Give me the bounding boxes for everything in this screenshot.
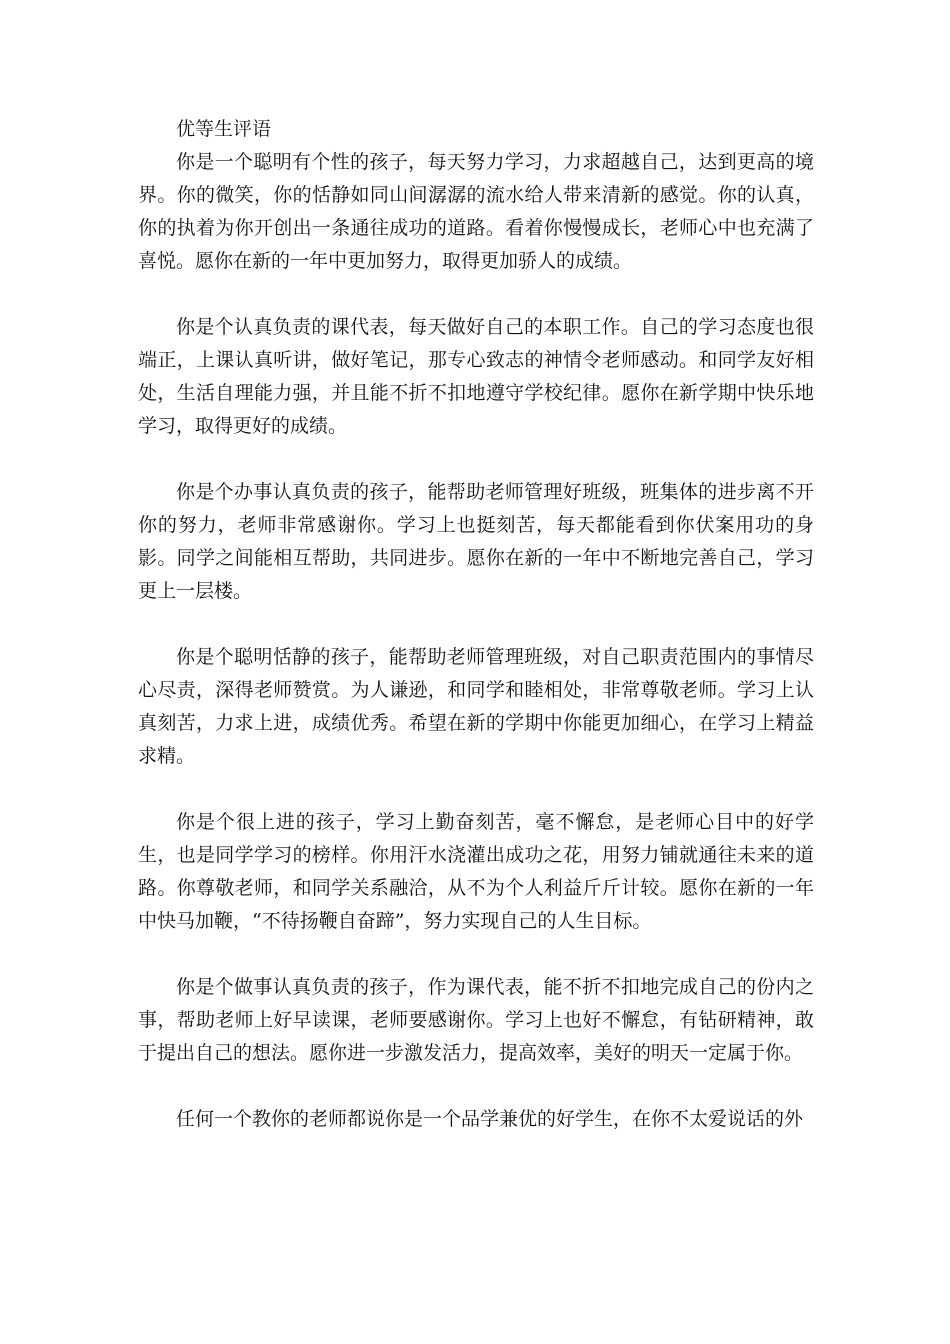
comment-paragraph: 你是个做事认真负责的孩子，作为课代表，能不折不扣地完成自己的份内之事，帮助老师上好早读课，老师要感谢你。学习上也好不懈怠，有钻研精神，敢于提出自己的想法。愿你进一步激发活力，提高效率，美好的明天一定属于你。 (138, 976, 814, 1064)
comment-paragraph: 你是个认真负责的课代表，每天做好自己的本职工作。自己的学习态度也很端正，上课认真听讲，做好笔记，那专心致志的神情令老师感动。和同学友好相处，生活自理能力强，并且能不折不扣地遵守学校纪律。愿你在新学期中快乐地学习，取得更好的成绩。 (138, 316, 814, 437)
comment-paragraph: 任何一个教你的老师都说你是一个品学兼优的好学生，在你不太爱说话的外 (176, 1108, 804, 1130)
comment-paragraph: 你是个很上进的孩子，学习上勤奋刻苦，毫不懈怠，是老师心目中的好学生，也是同学学习的榜样。你用汗水浇灌出成功之花，用努力铺就通往未来的道路。你尊敬老师，和同学关系融洽，从不为个人利益斤斤计较。愿你在新的一年中快马加鞭，“不待扬鞭自奋蹄”，努力实现自己的人生目标。 (138, 811, 814, 932)
document-title: 优等生评语 (176, 118, 272, 140)
document-body (138, 113, 814, 1169)
comment-paragraph: 你是一个聪明有个性的孩子，每天努力学习，力求超越自己，达到更高的境界。你的微笑，你的恬静如同山间潺潺的流水给人带来清新的感觉。你的认真，你的执着为你开创出一条通往成功的道路。看着你慢慢成长，老师心中也充满了喜悦。愿你在新的一年中更加努力，取得更加骄人的成绩。 (138, 151, 814, 272)
comment-paragraph: 你是个办事认真负责的孩子，能帮助老师管理好班级，班集体的进步离不开你的努力，老师非常感谢你。学习上也挺刻苦，每天都能看到你伏案用功的身影。同学之间能相互帮助，共同进步。愿你在新的一年中不断地完善自己，学习更上一层楼。 (138, 481, 814, 602)
comment-paragraph: 你是个聪明恬静的孩子，能帮助老师管理班级，对自己职责范围内的事情尽心尽责，深得老师赞赏。为人谦逊，和同学和睦相处，非常尊敬老师。学习上认真刻苦，力求上进，成绩优秀。希望在新的学期中你能更加细心，在学习上精益求精。 (138, 646, 814, 767)
